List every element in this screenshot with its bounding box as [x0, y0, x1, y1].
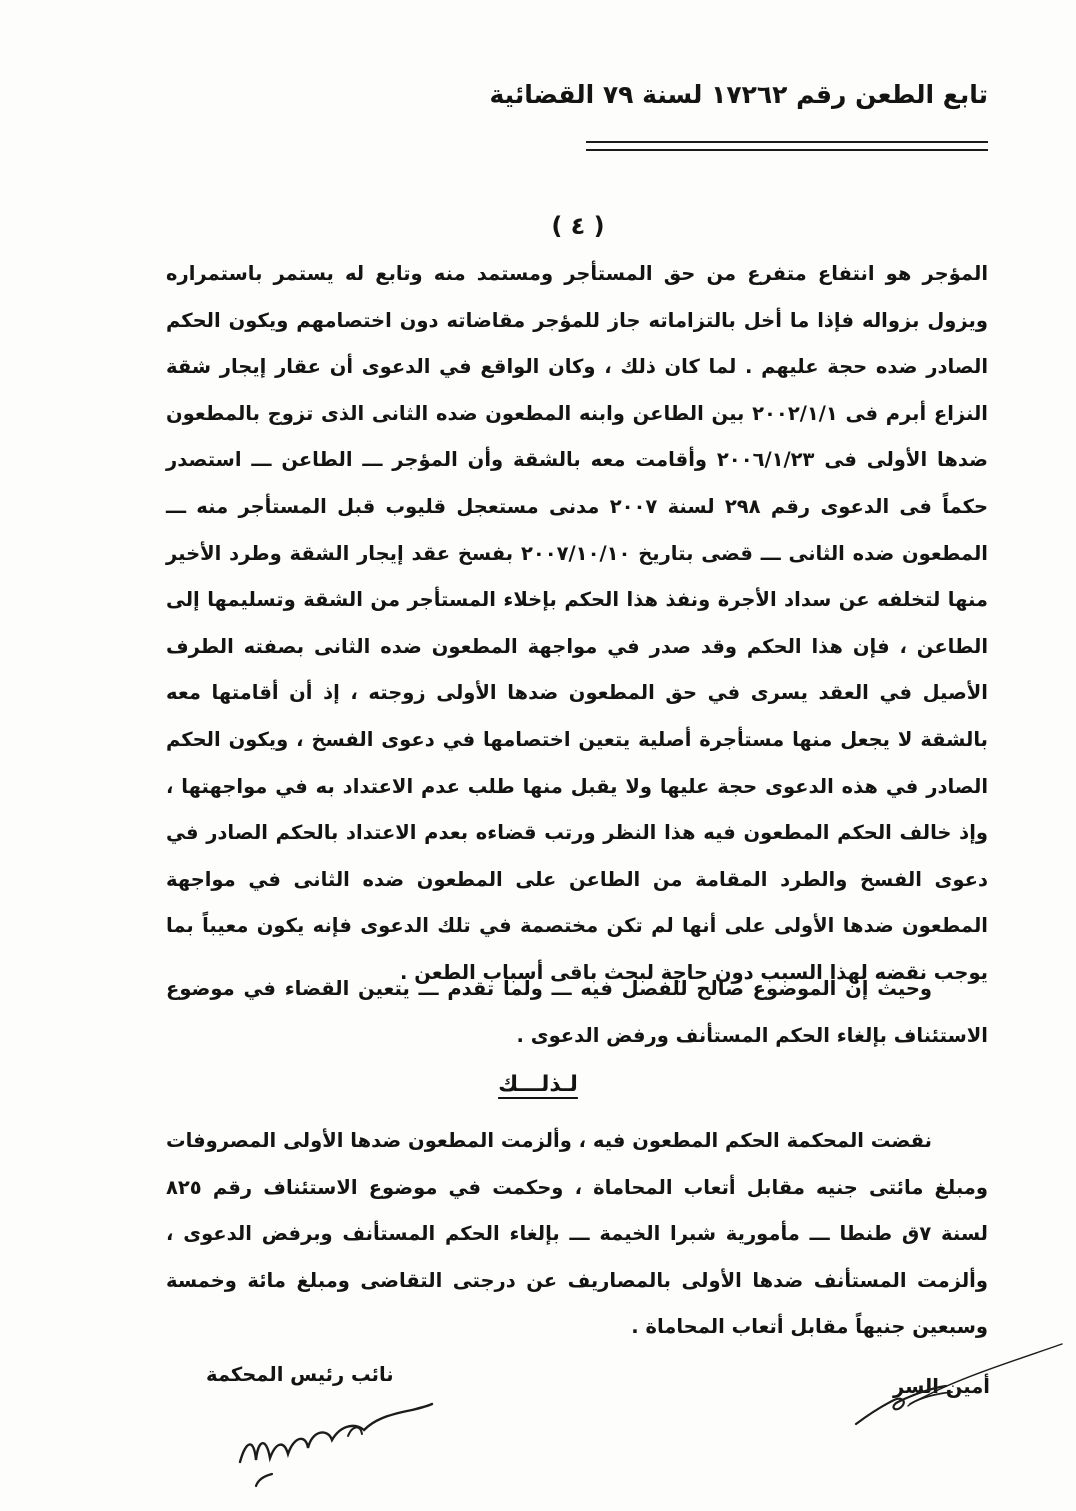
judge-title: نائب رئيس المحكمة	[206, 1363, 394, 1386]
judge-signature	[236, 1400, 436, 1500]
section-heading: لـذلـــك	[498, 1072, 578, 1097]
header-rule-bottom	[586, 149, 988, 151]
document-header: تابع الطعن رقم ١٧٢٦٢ لسنة ٧٩ القضائية	[489, 80, 988, 109]
clerk-signature	[842, 1342, 1067, 1432]
body-paragraph-1: المؤجر هو انتفاع متفرع من حق المستأجر ومستمد منه وتابع له يستمر باستمراره ويزول بزواله فإذا ما أخل بالتزاماته جاز للمؤجر مقاضاته دون اختصامهم ويكون الحكم الصادر ضده حجة عليهم . لما كان ذلك ، وكان الواقع في الدعوى أن عقار إيجار شقة النزاع أبرم فى ٢٠٠٢/١/١ بين الطاعن وابنه المطعون ضده الثانى الذى تزوج بالمطعون ضدها الأولى فى ٢٠٠٦/١/٢٣ وأقامت معه بالشقة وأن المؤجر ـــ الطاعن ـــ استصدر حكماً فى الدعوى رقم ٢٩٨ لسنة ٢٠٠٧ مدنى مستعجل قليوب قبل المستأجر منه ـــ المطعون ضده الثانى ـــ قضى بتاريخ ٢٠٠٧/١٠/١٠ بفسخ عقد إيجار الشقة وطرد الأخير منها لتخلفه عن سداد الأجرة ونفذ هذا الحكم بإخلاء المستأجر من الشقة وتسليمها إلى الطاعن ، فإن هذا الحكم وقد صدر في مواجهة المطعون ضده الثانى بصفته الطرف الأصيل في العقد يسرى في حق المطعون ضدها الأولى زوجته ، إذ أن أقامتها معه بالشقة لا يجعل منها مستأجرة أصلية يتعين اختصامها في دعوى الفسخ ، ويكون الحكم الصادر في هذه الدعوى حجة عليها ولا يقبل منها طلب عدم الاعتداد به في مواجهتها ، وإذ خالف الحكم المطعون فيه هذا النظر ورتب قضاءه بعدم الاعتداد بالحكم الصادر في دعوى الفسخ والطرد المقامة من الطاعن على المطعون ضده الثانى في مواجهة المطعون ضدها الأولى على أنها لم تكن مختصمة في تلك الدعوى فإنه يكون معيباً بما يوجب نقضه لهذا السبب دون حاجة لبحث باقى أسباب الطعن .	[166, 262, 989, 984]
ruling-paragraph: نقضت المحكمة الحكم المطعون فيه ، وألزمت المطعون ضدها الأولى المصروفات ومبلغ مائتى جنيه مقابل أتعاب المحاماة ، وحكمت في موضوع الاستئناف رقم ٨٢٥ لسنة ٧ق طنطا ـــ مأمورية شبرا الخيمة ـــ بإلغاء الحكم المستأنف وبرفض الدعوى ، وألزمت المستأنف ضدها الأولى بالمصاريف عن درجتى التقاضى ومبلغ مائة وخمسة وسبعين جنيهاً مقابل أتعاب المحاماة .	[166, 1129, 988, 1339]
clerk-title: أمين السر	[892, 1375, 990, 1398]
page-number: ( ٤ )	[551, 212, 605, 240]
body-paragraph-2: وحيث إن الموضوع صالح للفصل فيه ـــ ولما تقدم ـــ يتعين القضاء في موضوع الاستئناف بإلغاء الحكم المستأنف ورفض الدعوى .	[166, 977, 988, 1047]
header-rule-top	[586, 141, 988, 143]
